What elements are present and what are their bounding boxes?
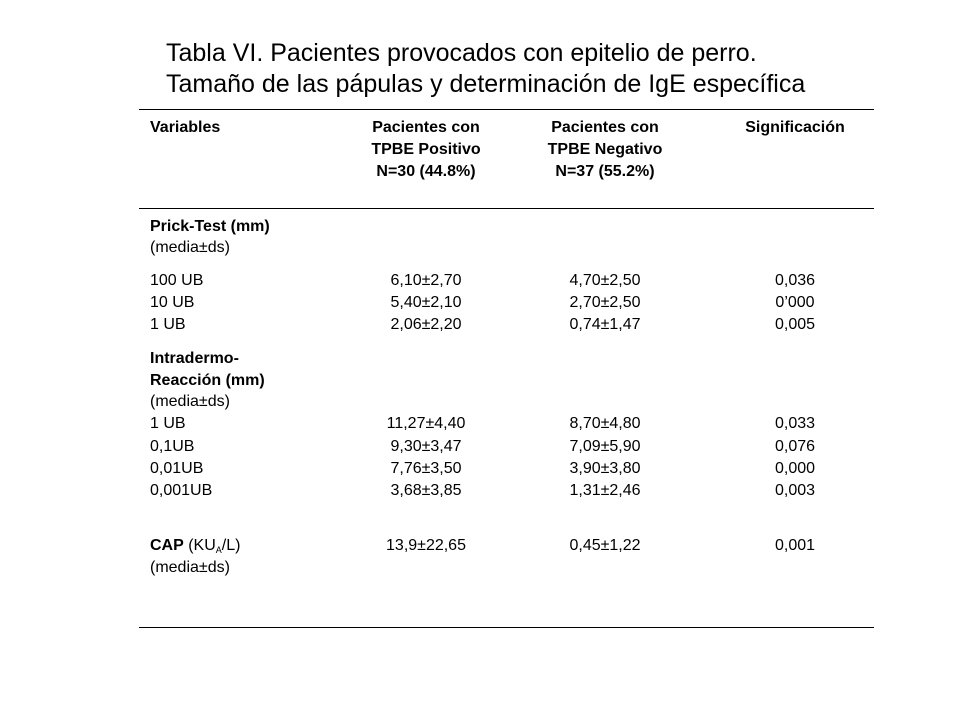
prick-row-negative: 4,70±2,50 xyxy=(569,272,641,289)
cap-label-unit-pre: (KU xyxy=(183,537,216,554)
header-positive-line-3: N=30 (44.8%) xyxy=(376,163,476,180)
intra-row-significance: 0,003 xyxy=(774,482,816,499)
intra-row-negative: 8,70±4,80 xyxy=(569,415,641,432)
prick-row-label: 10 UB xyxy=(150,294,195,311)
cap-unit: (media±ds) xyxy=(150,559,230,576)
intra-row-positive: 11,27±4,40 xyxy=(386,415,466,432)
intra-heading-line-2: Reacción (mm) xyxy=(150,372,265,389)
intra-row-significance: 0,076 xyxy=(774,438,816,455)
intra-row-label: 1 UB xyxy=(150,415,186,432)
cap-label-name: CAP xyxy=(150,537,184,554)
header-positive-line-2: TPBE Positivo xyxy=(371,141,481,158)
prick-row-label: 1 UB xyxy=(150,316,186,333)
prick-row-positive: 2,06±2,20 xyxy=(390,316,462,333)
cap-negative: 0,45±1,22 xyxy=(569,537,641,554)
header-positive-line-1: Pacientes con xyxy=(372,119,480,136)
intra-row-significance: 0,033 xyxy=(774,415,816,432)
cap-label-unit-sub: A xyxy=(215,545,222,555)
header-significance: Significación xyxy=(745,119,845,136)
prick-row-label: 100 UB xyxy=(150,272,204,289)
prick-row-significance: 0,036 xyxy=(774,272,816,289)
table-title-line-2: Tamaño de las pápulas y determinación de IgE específica xyxy=(166,70,806,98)
intra-row-negative: 3,90±3,80 xyxy=(569,460,641,477)
header-variables: Variables xyxy=(150,119,221,136)
cap-positive: 13,9±22,65 xyxy=(386,537,466,554)
prick-row-positive: 5,40±2,10 xyxy=(390,294,462,311)
intra-row-label: 0,1UB xyxy=(150,438,195,455)
table-top-rule xyxy=(139,109,874,110)
prick-row-negative: 0,74±1,47 xyxy=(569,316,641,333)
intra-row-positive: 7,76±3,50 xyxy=(390,460,462,477)
intra-row-positive: 9,30±3,47 xyxy=(390,438,462,455)
intra-row-label: 0,001UB xyxy=(150,482,213,499)
cap-significance: 0,001 xyxy=(774,537,816,554)
prick-row-negative: 2,70±2,50 xyxy=(569,294,641,311)
intra-unit: (media±ds) xyxy=(150,393,230,410)
header-negative-line-3: N=37 (55.2%) xyxy=(555,163,655,180)
cap-label-unit-post: /L) xyxy=(221,537,241,554)
header-negative-line-2: TPBE Negativo xyxy=(547,141,663,158)
table-header-rule xyxy=(139,208,874,209)
intra-row-positive: 3,68±3,85 xyxy=(390,482,462,499)
prick-unit: (media±ds) xyxy=(150,239,230,256)
table-bottom-rule xyxy=(139,627,874,628)
intra-heading-line-1: Intradermo- xyxy=(150,350,239,367)
prick-row-significance: 0,005 xyxy=(774,316,816,333)
intra-row-negative: 1,31±2,46 xyxy=(569,482,641,499)
table-title-line-1: Tabla VI. Pacientes provocados con epitelio de perro. xyxy=(166,39,757,67)
prick-heading: Prick-Test (mm) xyxy=(150,218,270,235)
prick-row-positive: 6,10±2,70 xyxy=(390,272,462,289)
cap-label xyxy=(150,535,240,557)
header-negative-line-1: Pacientes con xyxy=(551,119,659,136)
table-title xyxy=(166,38,926,100)
intra-row-label: 0,01UB xyxy=(150,460,204,477)
intra-row-significance: 0,000 xyxy=(774,460,816,477)
intra-row-negative: 7,09±5,90 xyxy=(569,438,641,455)
prick-row-significance: 0’000 xyxy=(775,294,815,311)
